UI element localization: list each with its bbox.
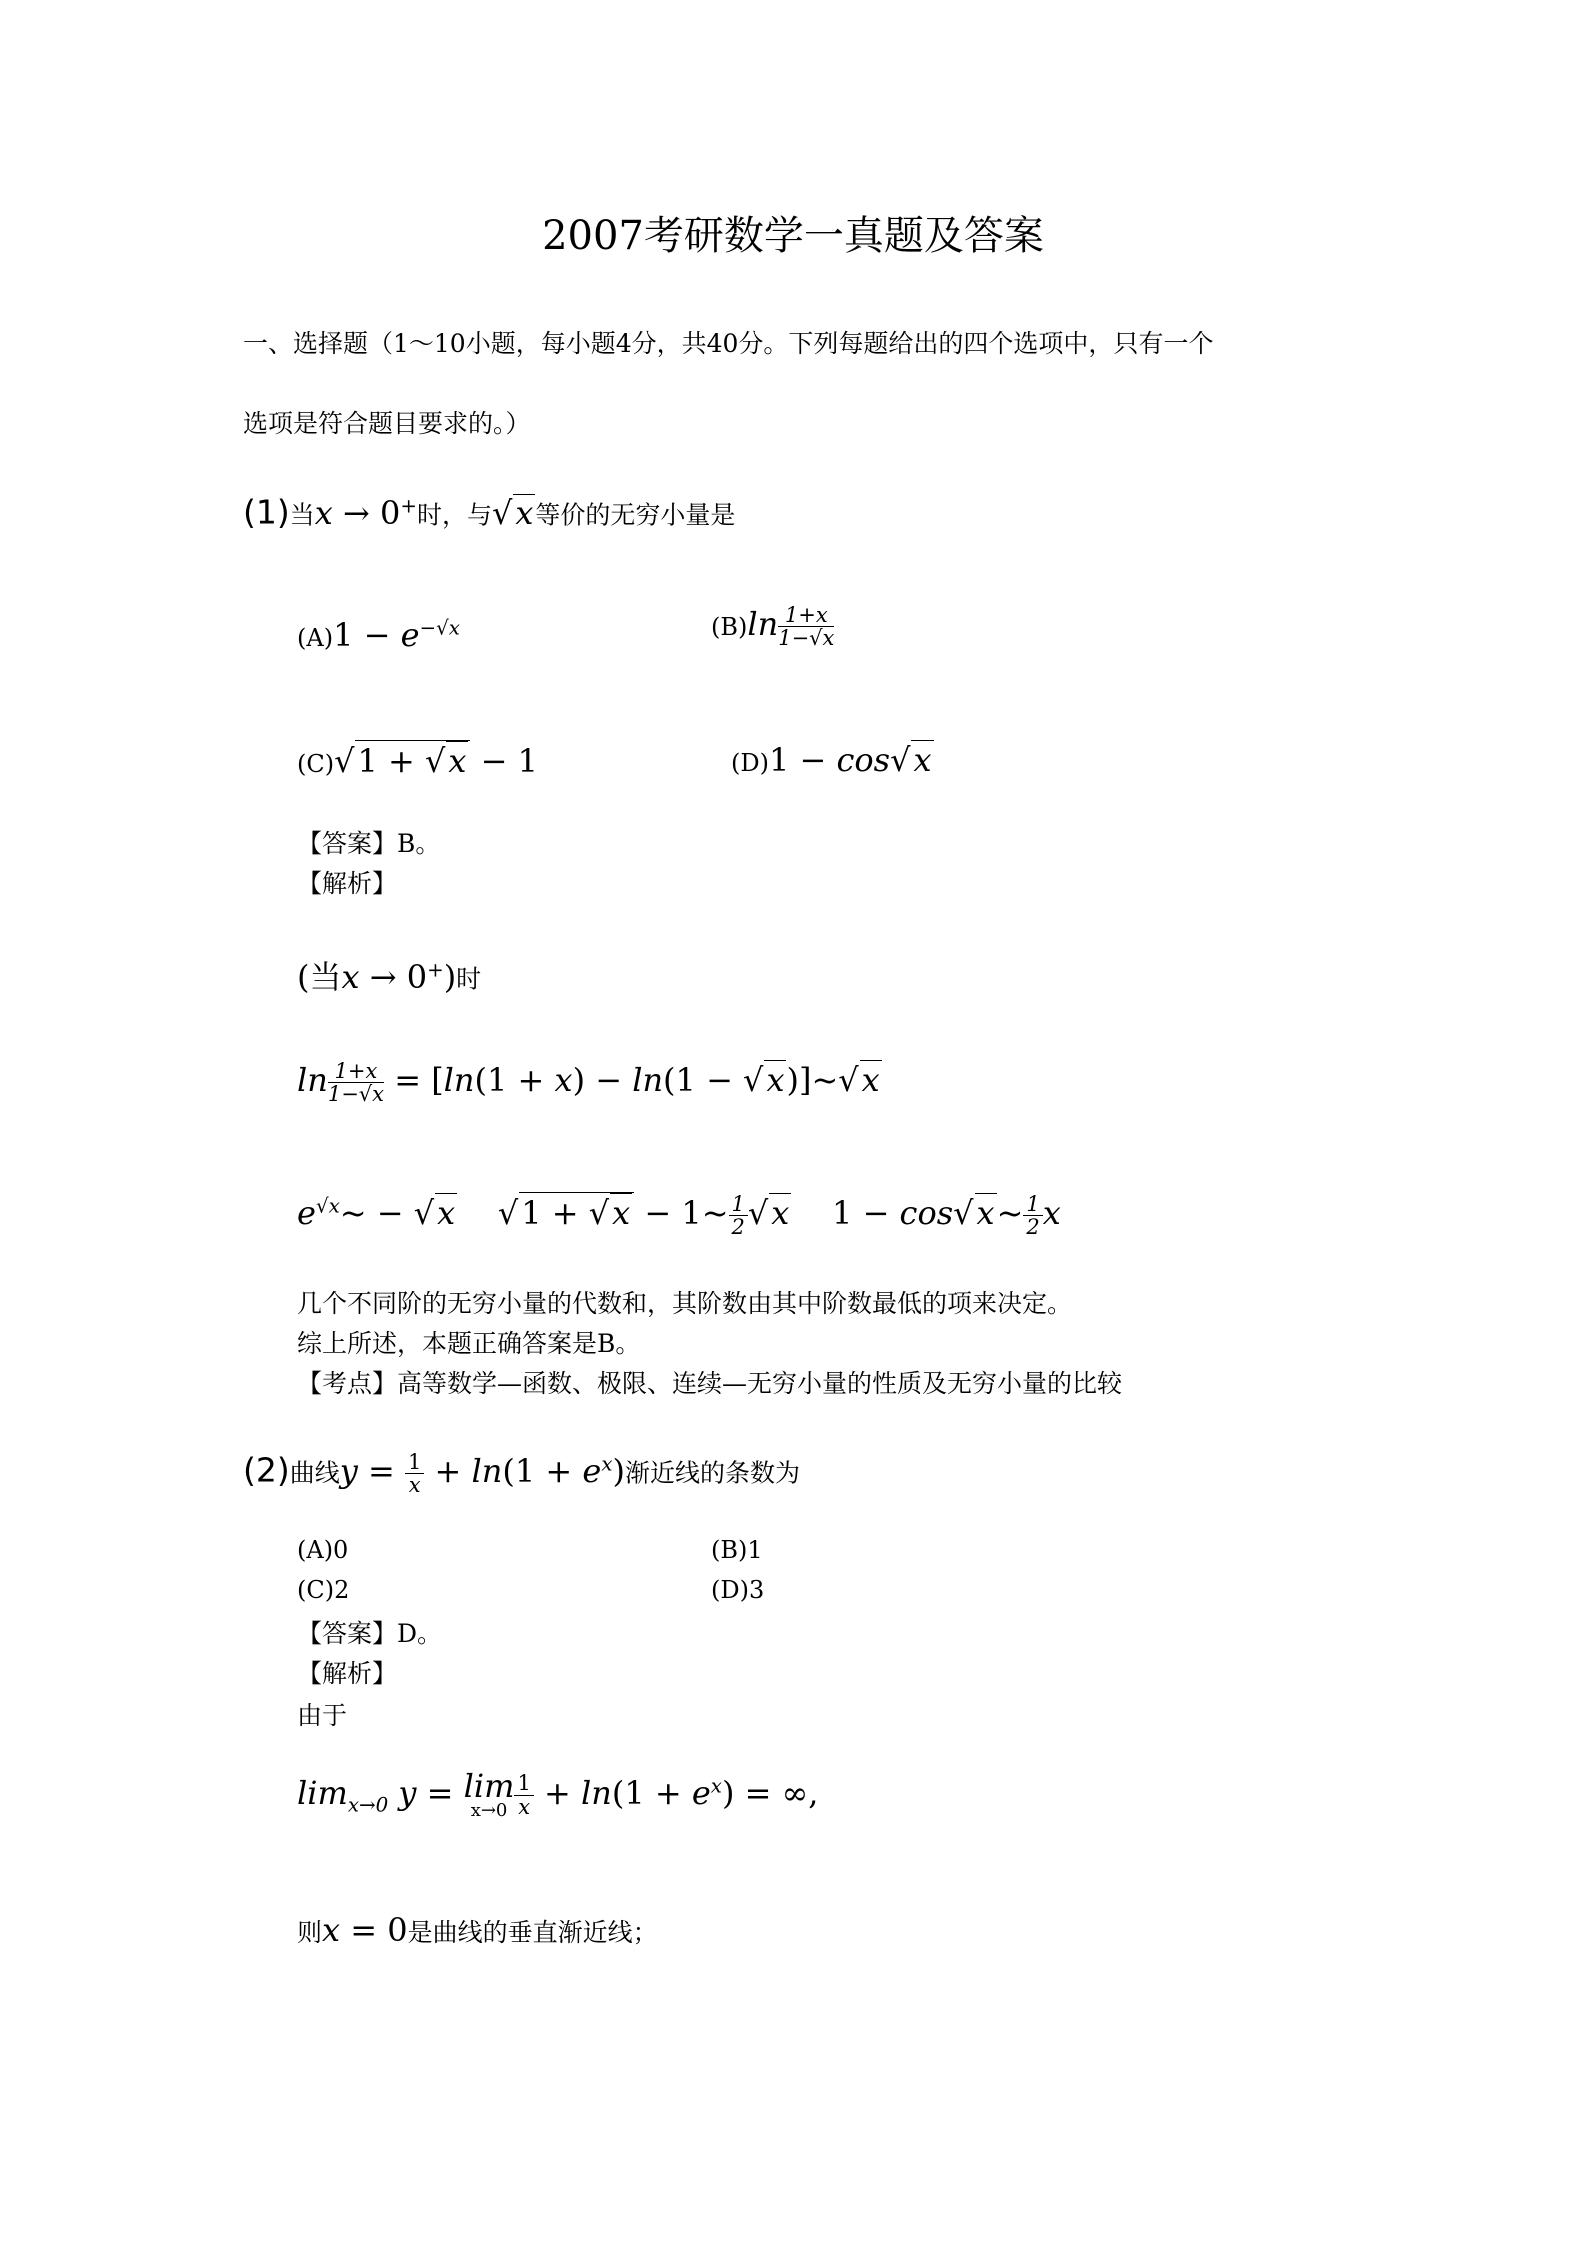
q2-limit-equation [297, 1767, 819, 1821]
math-option-c: √1 + √x − 1 [334, 742, 538, 780]
q1-option-b: (B)ln $\frac{1+x}{1-√x}$ [711, 603, 835, 651]
q2-conclusion: 则x = 0是曲线的垂直渐近线； [297, 1911, 658, 1949]
section-header-line1: 一、选择题（1～10小题，每小题4分，共40分。下列每题给出的四个选项中，只有一个 [243, 329, 1214, 358]
page-title: 2007考研数学一真题及答案 [542, 213, 1044, 259]
math-limit: $\lim_{x\to 0} y$ = lim x→0 $\frac{1}{x}$ + $\ln(1 + e^x)$ = ∞, [297, 1767, 819, 1821]
q2-because: 由于 [297, 1701, 348, 1730]
q2-analysis-label: 【解析】 [297, 1659, 398, 1688]
q1-answer: 【答案】B。 [297, 829, 441, 858]
q1-note-1: 几个不同阶的无穷小量的代数和，其阶数由其中阶数最低的项来决定。 [297, 1289, 1073, 1318]
q1-equation-2 [297, 1192, 1061, 1238]
math-option-b: ln $\frac{1+x}{1-√x}$ [747, 603, 835, 651]
math-option-a: $1 - e^{-√x}$ [333, 616, 460, 654]
math-x-to-0plus: x → 0+ [314, 493, 417, 532]
q2-option-c: (C)2 [297, 1576, 350, 1604]
q2-answer: 【答案】D。 [297, 1619, 443, 1648]
q1-kaodian: 【考点】高等数学—函数、极限、连续—无穷小量的性质及无穷小量的比较 [297, 1369, 1123, 1398]
q1-option-c: (C)√1 + √x − 1 [297, 742, 538, 780]
math-equation-2: $e^{√x}\sim - √x$ √1 + √x − 1~ $\frac{1}{2}$ √x 1 − cos√x~ $\frac{1}{2}$ x [297, 1191, 1061, 1239]
q2-option-b: (B)1 [711, 1536, 763, 1564]
q1-note-2: 综上所述，本题正确答案是B。 [297, 1329, 641, 1358]
q1-option-d: (D)1 − cos√x [731, 741, 932, 779]
section-header-line2: 选项是符合题目要求的。） [243, 409, 531, 438]
math-option-d: 1 − cos√x [768, 741, 932, 779]
q1-option-a: $(A)1 - e^{-√x}$ [297, 616, 460, 654]
math-condition: (当x → 0+) [297, 957, 457, 996]
question-1-stem: (1)当x → 0+时，与√x等价的无穷小量是 [243, 492, 736, 532]
q2-option-a: (A)0 [297, 1536, 349, 1564]
q2-option-d: (D)3 [711, 1576, 765, 1604]
question-2-number: (2) [243, 1450, 290, 1490]
question-1-number: (1) [243, 492, 290, 532]
q1-analysis-condition: (当x → 0+)时 [297, 957, 482, 996]
math-curve: y = $\frac{1}{x}$ + $\ln(1 + e^x)$ [339, 1449, 625, 1497]
math-equation-1: ln $\frac{1+x}{1-√x}$ = [ln(1 + x) − ln(1 − √x)]~√x [297, 1059, 880, 1107]
question-2-stem: (2)曲线y = $\frac{1}{x}$ + $\ln(1 + e^x)$渐近线的条数为 [243, 1449, 800, 1497]
math-x-eq-0: x = 0 [322, 1911, 408, 1949]
q1-analysis-label: 【解析】 [297, 869, 398, 898]
q1-equation-1 [297, 1060, 882, 1105]
math-sqrt-x: √x [491, 493, 534, 532]
